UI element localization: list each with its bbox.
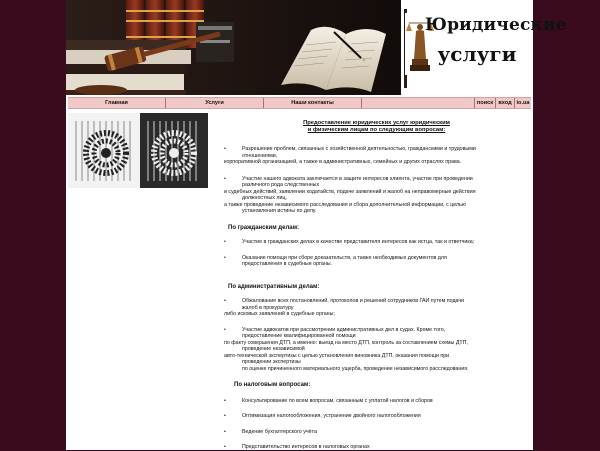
- nav-spacer: [362, 98, 475, 108]
- intro-2-line5: а также проведение независимого расследования и сбора дополнительной информации, с целью: [224, 201, 466, 208]
- tax-2-text: Оптимизация налогообложения, устранение двойного налогообложения: [242, 413, 421, 419]
- main-content: [66, 110, 533, 450]
- bullet: •: [224, 298, 226, 304]
- services-title-line1: Предоставление юридических услуг юридическим: [303, 120, 450, 126]
- bullet: •: [224, 413, 226, 419]
- intro-1-line2: отношениями,: [242, 152, 278, 159]
- tax-1-text: Консультирование по всем вопросам, связанным с уплатой налогов и сборов: [242, 397, 433, 404]
- nav-contacts-link[interactable]: Наши контакты: [264, 98, 362, 108]
- brand-title-line2: услуги: [437, 42, 517, 66]
- bullet: •: [224, 146, 226, 152]
- bullet: •: [224, 175, 226, 182]
- bullet: •: [224, 428, 226, 435]
- law-books-gavel-illustration: [66, 0, 401, 95]
- bullet: •: [224, 326, 226, 333]
- intro-paragraph-1: [224, 146, 529, 166]
- admin-1-line3: либо исковых заявлений в судебные органы;: [224, 311, 335, 317]
- admin-heading: По административным делам:: [228, 283, 320, 290]
- services-title-line2: и физическим лицам по следующим вопросам:: [307, 127, 446, 133]
- admin-item-2: [224, 327, 529, 373]
- admin-1-line1: Обжалование всех постановлений, протоколов и решений сотрудников ГАИ путем подачи: [242, 298, 465, 304]
- admin-2-line3: по факту совершения ДТП, а именно: выезд на место ДТП, контроль за составлением схемы ДТП,: [224, 339, 468, 346]
- bullet: •: [224, 239, 226, 245]
- intro-2-line2: различного рода следственных: [242, 182, 320, 188]
- civil-heading: По гражданским делам:: [228, 224, 300, 231]
- admin-2-line7: по оценке причиненного материального ущерба, проведение независимого расследования.: [242, 365, 469, 372]
- optical-illusion-image: [68, 113, 208, 188]
- civil-item-1: [224, 239, 529, 246]
- intro-1-line3: корпоративной организацией, а также в административных, семейных и других отраслях права.: [224, 159, 462, 165]
- tax-heading: По налоговым вопросам:: [234, 382, 311, 388]
- brand-box: [404, 9, 567, 88]
- admin-2-line4: проведение независимой: [242, 346, 305, 352]
- services-text: [224, 120, 529, 451]
- tax-item-3: [224, 429, 529, 436]
- nav-io-link[interactable]: io.ua: [516, 100, 530, 106]
- brand-title-line1: Юридические: [425, 15, 567, 35]
- admin-1-line2: жалоб в прокуратуру: [242, 304, 294, 311]
- civil-item-2: [224, 255, 529, 268]
- nav-search-link[interactable]: поиск: [475, 98, 496, 108]
- nav-login-link[interactable]: вход: [496, 98, 515, 108]
- page: [66, 0, 567, 450]
- bullet: •: [224, 254, 226, 261]
- bullet: •: [224, 397, 226, 404]
- admin-2-line1: Участие адвокатов при рассмотрении административных дел в судах. Кроме того,: [242, 326, 446, 333]
- tax-item-2: [224, 413, 529, 420]
- intro-2-line6: установления истины по делу.: [242, 208, 317, 214]
- admin-2-line5: авто-технической экспертизы с целью установления виновника ДТП, оказания помощи при: [224, 352, 450, 359]
- tax-item-4: [224, 444, 529, 451]
- admin-item-1: [224, 298, 529, 318]
- nav-services-link[interactable]: Услуги: [166, 98, 264, 108]
- civil-2-line2: предоставления в судебные органы.: [242, 261, 333, 267]
- intro-2-line1: Участие нашего адвоката заключается в защите интересов клиента, участие при проведении: [242, 175, 473, 182]
- admin-2-line6: проведении экспертизы: [242, 359, 301, 365]
- tax-4-text: Представительство интересов в налоговых органах: [242, 444, 370, 450]
- bullet: •: [224, 444, 226, 450]
- intro-2-line4: должностных лиц,: [242, 195, 287, 201]
- illusion-graphic: [68, 113, 208, 188]
- intro-paragraph-2: [224, 176, 529, 215]
- civil-2-line1: Оказание помощи при сборе доказательств, а также необходимых документов для: [242, 254, 447, 261]
- intro-1-line1: Разрешение проблем, связанных с хозяйственной деятельностью, гражданскими и трудовыми: [242, 146, 476, 152]
- civil-1-text: Участие в гражданских делах в качестве представителя интересов как истца, так и ответчика;: [242, 239, 475, 245]
- header: [66, 0, 567, 95]
- tax-3-text: Ведение бухгалтерского учёта: [242, 428, 317, 435]
- tax-item-1: [224, 398, 529, 405]
- intro-2-line3: и судебных действий, заявлении ходатайств, подаче заявлений и жалоб на неправомерные действия: [224, 188, 476, 195]
- top-navigation: [68, 97, 531, 109]
- header-banner-image: [66, 0, 401, 95]
- nav-home-link[interactable]: Главная: [68, 98, 166, 108]
- admin-2-line2: предоставление квалифицированной помощи: [242, 333, 356, 339]
